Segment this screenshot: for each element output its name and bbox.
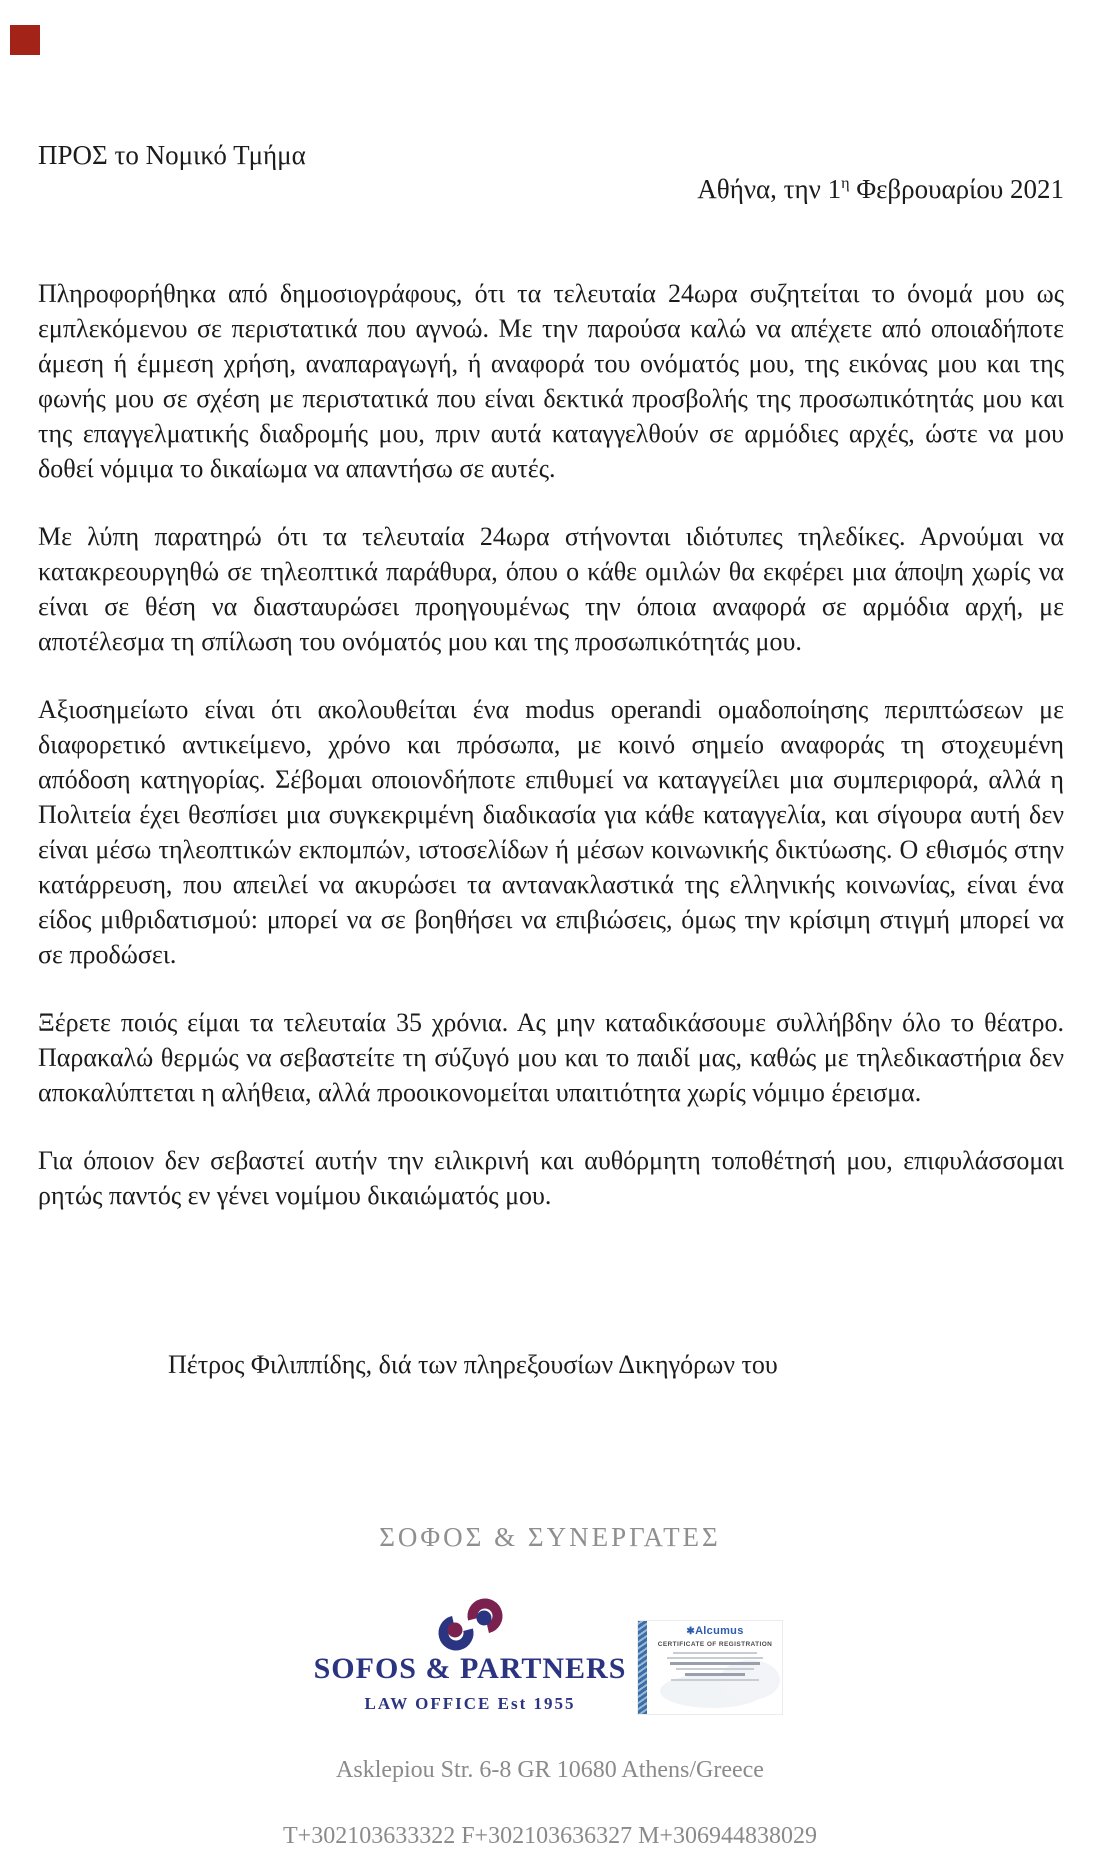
paragraph-1: Πληροφορήθηκα από δημοσιογράφους, ότι τα τελευταία 24ωρα συζητείται το όνομά μου ως εμπλεκόμενου σε περιστατικά που αγνοώ. Με την παρούσα καλώ να απέχετε από οποιαδήποτε άμεση ή έμμεση χρήση, αναπαραγωγή, ή αναφορά του ονόματός μου, της εικόνας μου και της φωνής μου σε σχέση με περιστατικά που είναι δεκτικά προσβολής της προσωπικότητάς μου και της επαγγελματικής διαδρομής μου, πριν αυτά καταγγελθούν σε αρμόδιες αρχές, ώστε να μου δοθεί νόμιμα το δικαίωμα να απαντήσω σε αυτές. <box>38 279 1064 483</box>
phone-line: T+302103633322 F+302103636327 M+306944838029 <box>283 1823 817 1849</box>
date-prefix: Αθήνα, την 1 <box>697 174 842 204</box>
paragraph-5: Για όποιον δεν σεβαστεί αυτήν την ειλικρινή και αυθόρμητη τοποθέτησή μου, επιφυλάσσομαι ρητώς παντός εν γένει νομίμου δικαιώματός μου. <box>38 1146 1064 1210</box>
certificate-title: CERTIFICATE OF REGISTRATION <box>657 1641 773 1648</box>
paragraph-3: Αξιοσημείωτο είναι ότι ακολουθείται ένα modus operandi ομαδοποίησης περιπτώσεων με διαφορετικό αντικείμενο, χρόνο και πρόσωπα, με κοινό σημείο αναφοράς τη στοχευμένη απόδοση κατηγορίας. Σέβομαι οποιονδήποτε επιθυμεί να καταγγείλει μια συμπεριφορά, αλλά η Πολιτεία έχει θεσπίσει μια συγκεκριμένη διαδικασία για κάθε καταγγελία, και σίγουρα αυτή δεν είναι μέσω τηλεοπτικών εκπομπών, ιστοσελίδων ή μέσων κοινωνικής δικτύωσης. Ο εθισμός στην κατάρρευση, που απειλεί να ακυρώσει τα αντανακλαστικά της ελληνικής κοινωνίας, είναι ένα είδος μιθριδατισμού: μπορεί να σε βοηθήσει να επιβιώσεις, όμως την κρίσιμη στιγμή μπορεί να σε προδώσει. <box>38 695 1064 969</box>
paragraph-2: Με λύπη παρατηρώ ότι τα τελευταία 24ωρα στήνονται ιδιότυπες τηλεδίκες. Αρνούμαι να κατακρεουργηθώ σε τηλεοπτικά παράθυρα, όπου ο κάθε ομιλών θα εκφέρει μια άποψη χωρίς να είναι σε θέση να διασταυρώσει προηγουμένως την όποια αναφορά σε αρμόδια αρχή, με αποτέλεσμα τη σπίλωση του ονόματός μου και της προσωπικότητάς μου. <box>38 522 1064 656</box>
date-line <box>697 174 1064 205</box>
letter-body <box>38 276 1064 1246</box>
logo-firm-name: SOFOS & PARTNERS <box>313 1652 627 1685</box>
paragraph-4: Ξέρετε ποιός είμαι τα τελευταία 35 χρόνια. Ας μην καταδικάσουμε συλλήβδην όλο το θέατρο. Παρακαλώ θερμώς να σεβαστείτε τη σύζυγό μου και το παιδί μας, καθώς με τηλεδικαστήρια δεν αποκαλύπτεται η αλήθεια, αλλά προοικονομείται υπαιτιότητα χωρίς νόμιμο έρεισμα. <box>38 1008 1064 1107</box>
recipient-line: ΠΡΟΣ το Νομικό Τμήμα <box>38 140 306 170</box>
date-suffix: Φεβρουαρίου 2021 <box>849 174 1064 204</box>
certificate-text-lines <box>652 1652 778 1681</box>
red-corner-marker <box>10 25 40 55</box>
alcumus-star-icon: ✱ <box>686 1626 696 1637</box>
signature-line: Πέτρος Φιλιππίδης, διά των πληρεξουσίων Δικηγόρων του <box>168 1350 778 1379</box>
certificate-content <box>652 1625 778 1710</box>
firm-name-greek: ΣΟΦΟΣ & ΣΥΝΕΡΓΑΤΕΣ <box>379 1522 721 1552</box>
alcumus-certificate <box>637 1620 783 1715</box>
logo-tagline: LAW OFFICE Est 1955 <box>364 1694 576 1713</box>
certificate-blue-band <box>638 1621 647 1714</box>
alcumus-brand <box>652 1625 778 1638</box>
address-line: Asklepiou Str. 6-8 GR 10680 Athens/Greece <box>336 1757 764 1783</box>
sofos-partners-logo-icon <box>425 1597 515 1653</box>
date-superscript: η <box>841 174 850 192</box>
alcumus-brand-text: Alcumus <box>695 1625 744 1637</box>
